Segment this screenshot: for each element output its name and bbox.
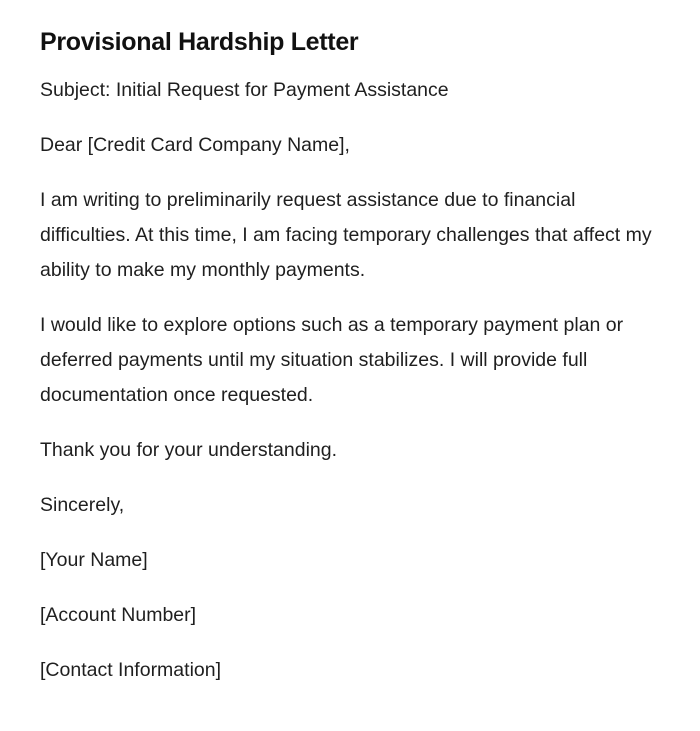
- subject-line: Subject: Initial Request for Payment Assistance: [40, 79, 449, 101]
- body-paragraph: I would like to explore options such as a temporary payment plan or deferred payments until my situation stabilizes. I will provide full documentation once requested.: [40, 314, 624, 406]
- body-paragraph: I am writing to preliminarily request assistance due to financial difficulties. At this time, I am facing temporary challenges that affect my ability to make my monthly payments.: [40, 189, 652, 281]
- letter-title: Provisional Hardship Letter: [40, 28, 359, 56]
- account-number: [Account Number]: [40, 604, 197, 626]
- contact-information: [Contact Information]: [40, 659, 222, 681]
- closing: Sincerely,: [40, 494, 125, 516]
- thanks-line: Thank you for your understanding.: [40, 439, 338, 461]
- salutation: Dear [Credit Card Company Name],: [40, 134, 350, 156]
- signature-name: [Your Name]: [40, 549, 148, 571]
